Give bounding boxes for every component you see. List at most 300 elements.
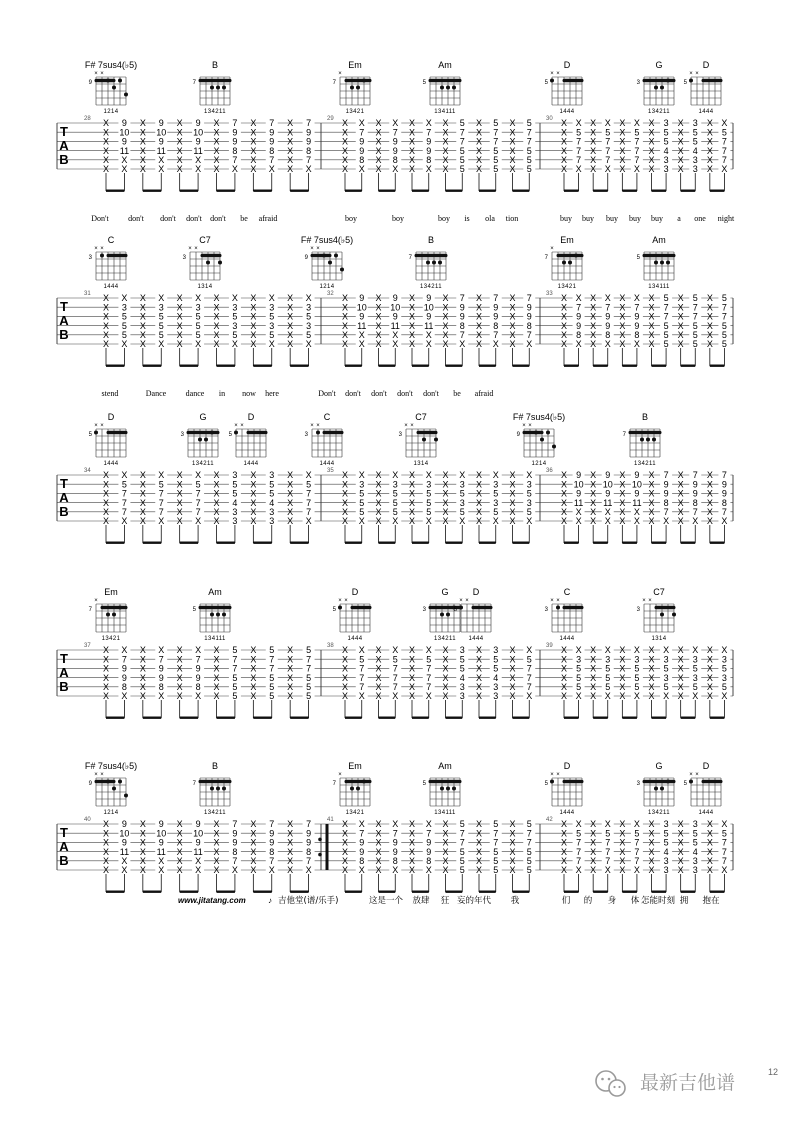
tab-note: X (721, 118, 728, 129)
tab-note: X (425, 819, 432, 830)
tab-clef-a: A (59, 490, 69, 505)
lyric-word: be (453, 389, 461, 398)
tab-mute: X (590, 654, 597, 665)
tab-note: 5 (158, 330, 164, 340)
tab-note: 7 (692, 311, 698, 322)
tab-note: 5 (576, 663, 582, 674)
fret-number: 5 (422, 80, 426, 86)
tab-mute: X (677, 856, 684, 866)
tab-note: X (663, 645, 670, 656)
strum-column (140, 293, 167, 367)
tab-mute: X (375, 497, 382, 508)
tab-note: 7 (634, 145, 640, 156)
tab-mute: X (213, 507, 220, 517)
mute-mark: × (100, 772, 104, 778)
note-beam (180, 365, 198, 367)
tab-mute: X (475, 118, 483, 129)
tab-note: X (492, 470, 499, 481)
finger-numbers: 134211 (648, 109, 670, 115)
tab-note: 11 (357, 320, 367, 331)
tab-mute: X (677, 654, 684, 665)
strum-column (707, 470, 731, 544)
tab-note: 8 (195, 682, 201, 692)
tab-note: 11 (424, 320, 434, 331)
tab-mute: X (102, 819, 110, 830)
tab-note: 9 (121, 837, 127, 848)
barre (702, 780, 723, 784)
chord-name: D (472, 587, 480, 597)
tab-mute: X (677, 145, 684, 156)
tab-note: 3 (306, 302, 312, 313)
tab-note: X (692, 516, 699, 527)
strum-column (409, 118, 435, 192)
tab-mute: X (375, 488, 382, 499)
tab-mute: X (213, 127, 220, 138)
tab-note: X (575, 865, 582, 876)
note-beam (412, 717, 429, 719)
tab-note: 3 (392, 479, 398, 490)
tab-note: 5 (459, 145, 465, 156)
strum-column (409, 645, 435, 719)
tab-note: 5 (195, 311, 201, 322)
strum-column (648, 819, 672, 893)
chord-name: Am (438, 761, 452, 771)
tab-note: 5 (692, 663, 698, 674)
tab-mute: X (102, 654, 110, 665)
finger-dot (350, 86, 354, 90)
tab-note: 7 (605, 856, 611, 866)
tab-mute: X (213, 330, 220, 340)
tab-mute: X (408, 497, 416, 508)
tab-mute: X (706, 828, 713, 839)
tab-mute: X (648, 682, 655, 692)
fret-number: 7 (544, 255, 548, 261)
tab-note: X (575, 507, 582, 517)
tab-note: 5 (692, 320, 698, 331)
tab-mute: X (408, 682, 416, 692)
chord-name: B (427, 235, 435, 245)
watermark (596, 1071, 735, 1096)
tab-mute: X (213, 164, 220, 175)
note-beam (564, 365, 579, 367)
note-beam (143, 365, 161, 367)
tab-note: X (358, 865, 365, 876)
tab-mute: X (475, 645, 483, 656)
note-beam (253, 190, 271, 192)
tab-mute: X (176, 828, 183, 839)
tab-mute: X (590, 488, 597, 499)
tab-mute: X (139, 127, 146, 138)
mute-mark: × (316, 423, 320, 429)
note-beam (290, 365, 308, 367)
finger-dot (666, 261, 670, 265)
strum-column (177, 118, 204, 192)
tab-note: X (604, 118, 611, 129)
tab-note: 3 (359, 479, 365, 490)
chord-diagram-29-0 (333, 60, 372, 115)
note-beam (290, 190, 308, 192)
tab-mute: X (560, 837, 568, 848)
tab-mute: X (706, 339, 713, 350)
strum-column (140, 470, 167, 544)
tab-note: 5 (459, 846, 465, 857)
tab-note: 5 (269, 672, 275, 683)
strum-column (590, 645, 614, 719)
tab-note: 5 (721, 127, 727, 138)
tab-mute: X (287, 155, 294, 165)
tab-mute: X (102, 672, 110, 683)
finger-dot (452, 86, 456, 90)
finger-numbers: 1214 (103, 810, 119, 816)
chord-diagram-42-2 (684, 761, 723, 816)
tab-note: 7 (232, 856, 238, 866)
tab-note: X (121, 155, 128, 165)
tab-mute: X (475, 339, 483, 350)
tab-mute: X (102, 164, 110, 175)
tab-mute: X (375, 516, 382, 527)
tab-note: X (604, 645, 611, 656)
finger-dot (689, 780, 693, 784)
tab-mute: X (341, 136, 349, 147)
note-beam (622, 190, 637, 192)
lyric-word: don't (397, 389, 413, 398)
finger-numbers: 1444 (559, 810, 575, 816)
chord-name: C (563, 587, 571, 597)
measure-31 (84, 235, 315, 367)
tab-mute: X (250, 497, 257, 508)
tab-mute: X (560, 155, 568, 165)
tab-mute: X (560, 488, 568, 499)
mute-mark: × (100, 71, 104, 77)
tab-mute: X (102, 682, 110, 692)
tab-mute: X (341, 819, 349, 830)
tab-note: 8 (306, 846, 312, 857)
tab-note: 5 (426, 497, 432, 508)
chord-name: G (655, 761, 663, 771)
tab-note: X (575, 164, 582, 175)
measure-number: 40 (84, 817, 91, 823)
strum-column (287, 293, 314, 367)
tab-mute: X (560, 311, 568, 322)
lyric-word: don't (371, 389, 387, 398)
tab-mute: X (176, 672, 183, 683)
tab-mute: X (706, 311, 713, 322)
tab-clef-b: B (59, 853, 69, 868)
tab-mute: X (648, 479, 655, 490)
tab-note: 8 (526, 320, 532, 331)
tab-mute: X (442, 330, 449, 340)
tab-mute: X (375, 127, 382, 138)
mute-mark: × (550, 246, 554, 252)
tab-mute: X (408, 837, 416, 848)
tab-mute: X (442, 488, 449, 499)
tab-mute: X (619, 819, 626, 830)
tab-note: 5 (306, 682, 312, 692)
tab-note: 5 (269, 479, 275, 490)
note-beam (180, 190, 198, 192)
strum-column (177, 470, 204, 544)
footer-site[interactable]: www.jitatang.com (178, 896, 246, 905)
tab-mute: X (408, 819, 416, 830)
tab-mute: X (250, 302, 257, 313)
chord-name: G (655, 60, 663, 70)
finger-dot (562, 261, 566, 265)
barre (187, 431, 220, 435)
tab-note: 3 (692, 164, 698, 175)
tab-mute: X (442, 339, 449, 350)
tab-mute: X (560, 691, 568, 702)
tab-mute: X (408, 320, 416, 331)
chord-name: D (702, 60, 710, 70)
strum-column (375, 645, 401, 719)
tab-mute: X (287, 164, 294, 175)
tab-note: X (526, 516, 533, 527)
tab-mute: X (408, 516, 416, 527)
tab-mute: X (375, 293, 382, 304)
tab-note: 5 (359, 507, 365, 517)
finger-dot (204, 438, 208, 442)
tab-mute: X (442, 311, 449, 322)
tab-note: X (195, 164, 202, 175)
tab-note: X (526, 691, 533, 702)
tab-note: 3 (663, 118, 669, 129)
barre (415, 254, 448, 258)
tab-mute: X (287, 682, 294, 692)
tab-mute: X (560, 682, 568, 692)
tab-note: 7 (195, 497, 201, 508)
barre (351, 606, 372, 610)
tab-mute: X (475, 837, 483, 848)
finger-dot (452, 787, 456, 791)
tab-mute: X (213, 320, 220, 331)
tab-note: 7 (359, 828, 365, 839)
tab-note: 9 (634, 311, 640, 322)
tab-note: 7 (306, 819, 312, 830)
note-beam (479, 891, 496, 893)
tab-mute: X (176, 145, 183, 156)
lyric-word: Don't (91, 214, 109, 223)
tab-note: X (158, 856, 165, 866)
guitar-icon: ♪ (268, 896, 272, 905)
tab-note: 7 (459, 330, 465, 340)
tab-mute: X (102, 837, 110, 848)
tab-mute: X (102, 865, 110, 876)
tab-clef-a: A (59, 839, 69, 854)
tab-note: 9 (232, 828, 238, 839)
mute-mark: × (522, 423, 526, 429)
tab-note: X (392, 691, 399, 702)
tab-note: 11 (119, 145, 130, 156)
strum-column (648, 645, 672, 719)
tab-mute: X (139, 136, 146, 147)
tab-mute: X (341, 302, 349, 313)
chord-name: C7 (415, 412, 427, 422)
tab-note: 7 (721, 136, 727, 147)
tab-mute: X (706, 164, 713, 175)
strum-column (409, 819, 435, 893)
note-beam (513, 190, 530, 192)
tab-note: 5 (526, 118, 532, 129)
tab-mute: X (375, 136, 382, 147)
tab-mute: X (341, 497, 349, 508)
tab-note: 5 (634, 127, 640, 138)
measure-number: 39 (546, 643, 553, 649)
tab-mute: X (250, 846, 257, 857)
tab-note: X (721, 819, 728, 830)
strum-column (707, 118, 731, 192)
tab-note: 3 (232, 516, 238, 527)
tab-note: 7 (526, 330, 532, 340)
tab-mute: X (706, 819, 713, 830)
tab-mute: X (408, 828, 416, 839)
fret-number: 3 (636, 607, 640, 613)
strum-column (287, 470, 314, 544)
strum-column (250, 645, 277, 719)
tab-mute: X (341, 479, 349, 490)
tab-note: 7 (576, 846, 582, 857)
tab-note: 9 (605, 470, 611, 481)
tab-mute: X (590, 645, 597, 656)
tab-mute: X (560, 516, 568, 527)
tab-note: 9 (269, 136, 275, 147)
chord-diagram-36-1 (623, 412, 662, 467)
tab-note: X (721, 645, 728, 656)
tab-note: 3 (634, 654, 640, 665)
finger-dot (316, 431, 320, 435)
lyric-word: don't (210, 214, 226, 223)
repeat-dot (318, 838, 322, 842)
tab-note: 7 (663, 311, 669, 322)
footer (178, 895, 720, 906)
tab-note: 7 (158, 507, 164, 517)
tab-note: 7 (634, 302, 640, 313)
barre (95, 79, 116, 83)
tab-note: 5 (526, 488, 532, 499)
tab-note: 8 (721, 497, 727, 508)
tab-mute: X (408, 302, 416, 313)
tab-mute: X (408, 856, 416, 866)
tab-mute: X (560, 293, 568, 304)
strum-column (250, 470, 277, 544)
note-beam (290, 542, 308, 544)
tab-note: 5 (459, 155, 465, 165)
tab-note: 7 (634, 846, 640, 857)
tab-note: 8 (605, 330, 611, 340)
tab-note: 5 (232, 479, 238, 490)
tab-note: 5 (269, 645, 275, 656)
finger-dot (222, 86, 226, 90)
tab-note: 5 (359, 497, 365, 508)
tab-mute: X (475, 470, 483, 481)
finger-dot (434, 438, 438, 442)
tab-mute: X (442, 470, 449, 481)
finger-dot (440, 787, 444, 791)
tab-mute: X (408, 164, 416, 175)
tab-mute: X (250, 311, 257, 322)
tab-note: 5 (576, 828, 582, 839)
tab-mute: X (375, 330, 382, 340)
finger-numbers: 134211 (434, 636, 456, 642)
tab-note: 5 (493, 507, 499, 517)
tab-note: 11 (156, 145, 166, 156)
tab-mute: X (677, 164, 684, 175)
tab-mute: X (287, 837, 294, 848)
tab-note: 3 (269, 320, 275, 331)
tab-mute: X (102, 339, 110, 350)
note-beam (710, 542, 725, 544)
tab-note: 7 (392, 663, 398, 674)
strum-column (648, 470, 672, 544)
finger-dot (438, 261, 442, 265)
system-3 (57, 412, 733, 544)
tab-mute: X (619, 663, 626, 674)
tab-mute: X (677, 311, 684, 322)
tab-note: X (425, 470, 432, 481)
tab-mute: X (250, 136, 257, 147)
tab-note: X (121, 856, 128, 866)
chord-name: B (211, 761, 219, 771)
strum-column (707, 645, 731, 719)
finger-numbers: 134211 (204, 109, 226, 115)
tab-note: 9 (526, 302, 532, 313)
chord-name: Em (560, 235, 574, 245)
tab-note: 10 (193, 828, 204, 839)
tab-note: X (492, 339, 499, 350)
note-beam (290, 717, 308, 719)
tab-mute: X (341, 293, 349, 304)
tab-note: 3 (663, 155, 669, 165)
tab-mute: X (706, 516, 713, 527)
tab-note: X (358, 516, 365, 527)
tab-mute: X (509, 339, 516, 350)
strum-column (287, 118, 314, 192)
strum-column (409, 293, 435, 367)
finger-dot (666, 79, 670, 83)
tab-mute: X (408, 127, 416, 138)
tab-note: 5 (269, 682, 275, 692)
finger-dot (552, 445, 556, 449)
tab-mute: X (287, 488, 294, 499)
tab-mute: X (677, 302, 684, 313)
tab-note: 8 (392, 856, 398, 866)
chord-diagram-37-0 (89, 587, 128, 642)
note-beam (412, 365, 429, 367)
tab-note: 5 (459, 118, 465, 129)
tab-mute: X (648, 320, 655, 331)
tab-mute: X (139, 479, 146, 490)
strum-column (509, 118, 535, 192)
tab-note: 5 (459, 663, 465, 674)
tab-note: 3 (195, 302, 201, 313)
note-beam (412, 190, 429, 192)
finger-numbers: 1214 (531, 461, 547, 467)
tab-mute: X (102, 856, 110, 866)
tab-mute: X (677, 663, 684, 674)
tab-mute: X (408, 470, 416, 481)
mute-mark: × (556, 772, 560, 778)
finger-dot (660, 86, 664, 90)
tab-note: X (575, 118, 582, 129)
tab-mute: X (139, 302, 146, 313)
tab-note: X (604, 819, 611, 830)
tab-mute: X (648, 856, 655, 866)
finger-dot (546, 431, 550, 435)
tab-note: 5 (459, 488, 465, 499)
tab-mute: X (590, 330, 597, 340)
tab-note: 8 (426, 155, 432, 165)
strum-column (509, 645, 535, 719)
tab-note: 7 (232, 663, 238, 674)
